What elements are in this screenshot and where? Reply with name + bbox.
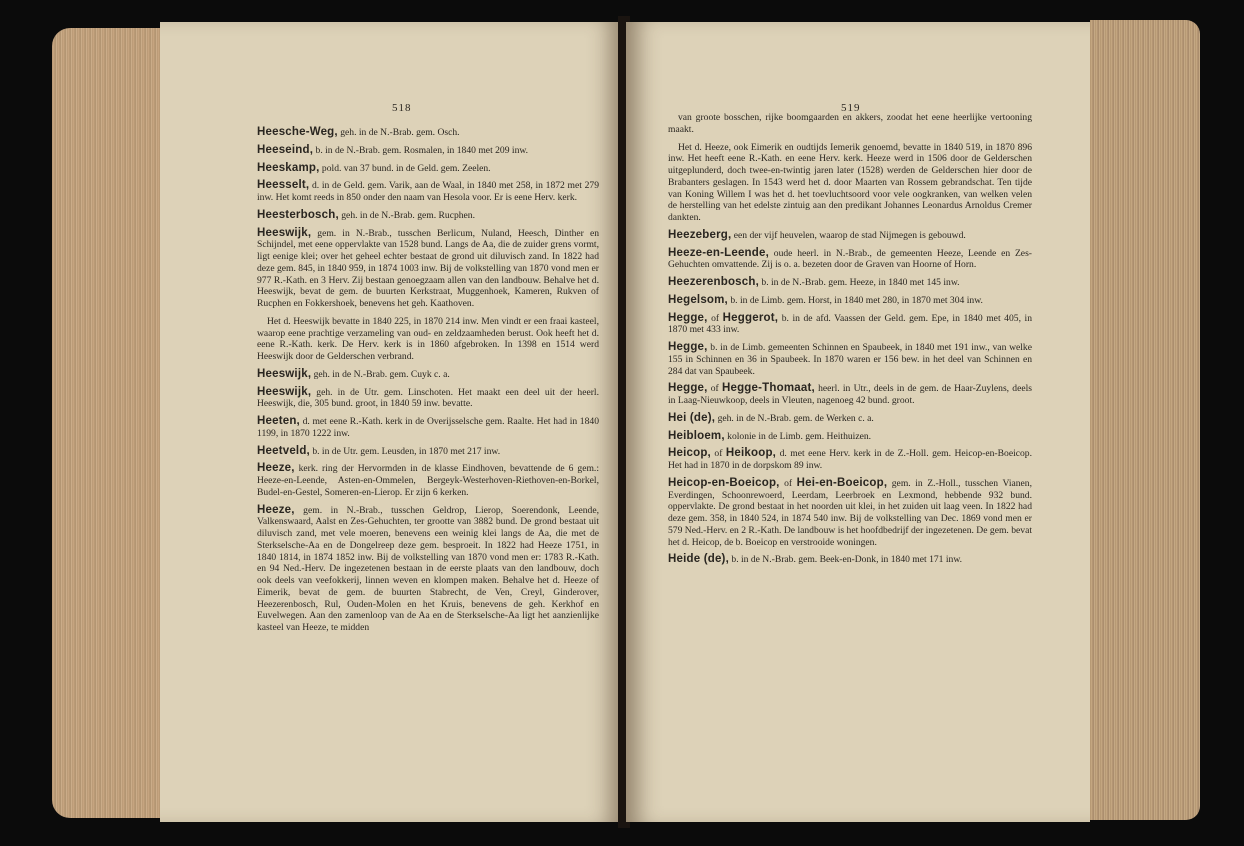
entry-headword: Hegge, <box>668 341 708 353</box>
right-page <box>626 22 1090 822</box>
entry-headword: Heeseind, <box>257 143 314 156</box>
entry-text: of <box>779 477 797 489</box>
dictionary-entry <box>668 248 1032 272</box>
page-edges-left <box>52 28 160 818</box>
entry-text: een der vijf heuvelen, waarop de stad Nijmegen is gebouwd. <box>731 229 966 241</box>
entry-headword: Heeze-en-Leende, <box>668 246 769 259</box>
dictionary-entry <box>668 554 1032 566</box>
dictionary-entry <box>668 413 1032 425</box>
entry-headword: Hegge, <box>668 311 708 324</box>
dictionary-entry <box>668 342 1032 377</box>
dictionary-entry <box>668 112 1032 136</box>
entry-headword: Heeze, <box>257 462 295 475</box>
entry-headword: Heeze, <box>257 503 295 516</box>
dictionary-entry <box>257 145 599 157</box>
left-page <box>160 22 622 822</box>
entry-text: b. in de N.-Brab. gem. Rosmalen, in 1840 met 209 inw. <box>313 144 529 156</box>
dictionary-entry <box>257 210 599 222</box>
entry-text: Het d. Heeswijk bevatte in 1840 225, in 1870 214 inw. Men vindt er een fraai kasteel, waarop eene prachtige verzameling van oud- en zeldzaamheden berust. Ook heeft het d. eene R.-Kath. kerk. De Herv. kerk is in 1860 afgebroken. In 1398 en 1514 werd Heeswijk door de Gelderschen verbrand. <box>257 315 599 362</box>
entry-headword: Heezerenbosch, <box>668 276 759 288</box>
dictionary-entry <box>668 277 1032 289</box>
dictionary-entry <box>257 463 599 498</box>
dictionary-entry <box>668 431 1032 443</box>
dictionary-entry <box>257 228 599 310</box>
page-number: 519 <box>841 102 861 114</box>
entry-headword: Heetveld, <box>257 444 310 457</box>
entry-text: geh. in de N.-Brab. gem. Cuyk c. a. <box>311 368 450 380</box>
entry-headword: Heide (de), <box>668 553 729 566</box>
entry-text: pold. van 37 bund. in de Geld. gem. Zeelen. <box>319 162 491 174</box>
dictionary-entry <box>257 163 599 175</box>
entry-text: b. in de afd. Vaassen der Geld. gem. Epe, in 1840 met 405, in 1870 met 433 inw. <box>668 312 1032 336</box>
entry-text: b. in de N.-Brab. gem. Beek-en-Donk, in 1840 met 171 inw. <box>729 554 963 566</box>
entry-headword: Heggerot, <box>722 311 779 324</box>
dictionary-entry <box>668 448 1032 472</box>
entry-text: d. met eene Herv. kerk in de Z.-Holl. gem. Heicop-en-Boeicop. Het had in 1870 in de dorpskom 89 inw. <box>668 448 1033 471</box>
entry-headword: Heesterbosch, <box>257 208 339 221</box>
entry-text: b. in de Utr. gem. Leusden, in 1870 met 217 inw. <box>309 445 501 457</box>
entry-text: oude heerl. in N.-Brab., de gemeenten Heeze, Leende en Zes-Gehuchten omvattende. Zij is o. a. bezeten door de Graven van Hoorne of Horn. <box>668 247 1032 271</box>
entry-text: geh. in de N.-Brab. gem. Osch. <box>337 127 460 138</box>
dictionary-entry <box>257 505 599 634</box>
entry-text: of <box>707 383 722 395</box>
entry-headword: Heeswijk, <box>257 226 312 239</box>
left-page-text <box>257 127 599 640</box>
entry-headword: Heeskamp, <box>257 161 320 174</box>
entry-text: b. in de N.-Brab. gem. Heeze, in 1840 met 145 inw. <box>759 277 960 288</box>
dictionary-entry <box>668 383 1032 407</box>
dictionary-entry <box>257 316 599 363</box>
dictionary-entry <box>668 478 1032 549</box>
dictionary-entry <box>257 416 599 440</box>
entry-text: kerk. ring der Hervormden in de klasse Eindhoven, bevattende de 6 gem.: Heeze-en-Leende, Asten-en-Ommelen, Bergeyk-Westerhoven-Riethoven-en-Borkel, Budel-en-Gestel, Someren-en-Lierop. Er zijn 6 kerken. <box>257 463 599 498</box>
dictionary-entry <box>257 387 599 411</box>
dictionary-entry <box>668 142 1032 224</box>
entry-headword: Hegge-Thomaat, <box>721 382 815 395</box>
entry-text: of <box>707 312 723 324</box>
dictionary-entry <box>257 369 599 381</box>
entry-text: kolonie in de Limb. gem. Heithuizen. <box>724 430 872 442</box>
entry-headword: Heesche-Weg, <box>257 126 338 138</box>
page-number: 518 <box>392 102 412 114</box>
entry-headword: Hei (de), <box>668 411 716 424</box>
entry-text: d. in de Geld. gem. Varik, aan de Waal, in 1840 met 258, in 1872 met 279 inw. Het komt reeds in 850 onder den naam van Hesola voor. Er is eene Herv. kerk. <box>257 180 599 203</box>
entry-text: gem. in Z.-Holl., tusschen Vianen, Everdingen, Schoonrewoerd, Leerdam, Leerbroek en Lexmond, hebbende 932 bund. oppervlakte. De grond bestaat in het noorden uit klei, in het zuiden uit laag veen. In 1822 had deze gem. 358, in 1840 524, in 1874 540 inw. Bij de volkstelling van Dec. 1869 vond men er 579 Ned.-Herv. en 2 R.-Kath. De landbouw is het hoofdbedrijf der ingezetenen. De gem. bevat het d. Heicop, de b. Boeicop en verstrooide woningen. <box>668 477 1032 548</box>
entry-headword: Heesselt, <box>257 179 310 192</box>
entry-text: geh. in de N.-Brab. gem. Rucphen. <box>338 209 476 221</box>
entry-headword: Heicop-en-Boeicop, <box>668 476 780 489</box>
dictionary-entry <box>257 127 599 139</box>
dictionary-entry <box>668 230 1032 242</box>
entry-text: geh. in de N.-Brab. gem. de Werken c. a. <box>715 412 874 424</box>
dictionary-entry <box>257 446 599 458</box>
entry-text: d. met eene R.-Kath. kerk in de Overijsselsche gem. Raalte. Het had in 1840 1199, in 1870 1222 inw. <box>257 416 599 439</box>
page-edges-right <box>1090 20 1200 820</box>
entry-headword: Heeswijk, <box>257 385 312 398</box>
entry-text: geh. in de Utr. gem. Linschoten. Het maakt een deel uit der heerl. Heeswijk, die, 305 bund. groot, in 1840 59 inw. bevatte. <box>257 386 599 410</box>
dictionary-entry <box>668 295 1032 307</box>
entry-headword: Heezeberg, <box>668 228 732 241</box>
entry-headword: Heeten, <box>257 415 300 427</box>
entry-headword: Heicop, <box>668 447 711 460</box>
dictionary-entry <box>668 313 1032 337</box>
entry-headword: Hegelsom, <box>668 293 728 306</box>
entry-headword: Heibloem, <box>668 429 725 442</box>
entry-text: b. in de Limb. gemeenten Schinnen en Spaubeek, in 1840 met 191 inw., van welke 155 in Schinnen en 36 in Spaubeek. In 1870 waren er 156 bew. in het deel van Schinnen en 284 dat van Spaubeek. <box>668 342 1032 377</box>
entry-headword: Heeswijk, <box>257 367 312 380</box>
dictionary-entry <box>257 180 599 204</box>
entry-text: gem. in N.-Brab., tusschen Berlicum, Nuland, Heesch, Dinther en Schijndel, met eene oppervlakte van 1528 bund. Langs de Aa, die de zuider grens vormt, ligt eenige klei; over het geheel echter bestaat de grond uit diluvisch zand. In 1822 had deze gem. 845, in 1840 959, in 1874 1003 inw. Bij de volkstelling van 1870 vond men er 977 R.-Kath. en 3 Herv. Zij bestaan genoegzaam allen van den landbouw. Behalve het d. Heeswijk, bevat de gem. de buurten Kerkstraat, Muggenhoek, Kameren, Rukven of Rucphen en Fokkershoek, benevens het geh. Kaathoven. <box>257 227 599 309</box>
entry-text: van groote bosschen, rijke boomgaarden en akkers, zoodat het eene heerlijke vertooning maakt. <box>668 112 1032 135</box>
entry-headword: Hegge, <box>668 382 708 395</box>
entry-text: of <box>710 448 726 460</box>
right-page-text <box>668 112 1032 572</box>
entry-text: gem. in N.-Brab., tusschen Geldrop, Lierop, Soerendonk, Leende, Valkenswaard, Aalst en Zes-Gehuchten, ter grootte van 3882 bund. De grond bestaat uit diluvisch zand, met vele moeren, benevens een weinig klei langs de Aa, die met de Sterkselsche-Aa en de Dongelreep deze gem. besproeit. In 1822 had Heeze 1751, in 1840 1814, in 1874 1852 inw. Bij de volkstelling van 1870 vond men er: 1783 R.-Kath. en 94 Ned.-Herv. De ingezetenen bestaan in de eerste plaats van den landbouw, doch ook deels van veefokkerij, linnen weven en klompen maken. Behalve het d. Heeze of Eimerik, bevat de gem. de buurten Stabrecht, de Ven, Creyl, Ginderover, Heezerenbosch, Rul, Ouden-Molen en het Kruis, benevens de geh. Kerkhof en Euvelwegen. Aan den zamenloop van de Aa en de Sterkselsche-Aa ligt het aanzienlijke kasteel van Heeze, te midden <box>257 504 599 633</box>
entry-text: heerl. in Utr., deels in de gem. de Haar-Zuylens, deels in Laag-Nieuwkoop, deels in Vleuten, nagenoeg 42 bund. groot. <box>668 383 1033 406</box>
entry-headword: Hei-en-Boeicop, <box>796 476 888 489</box>
entry-text: Het d. Heeze, ook Eimerik en oudtijds Iemerik genoemd, bevatte in 1840 519, in 1870 896 inw. Het heeft eene R.-Kath. en eene Herv. kerk. Heeze werd in 1506 door de Gelderschen uitgeplunderd, doch twee-en-twintig jaren later (1528) werden de Gelderschen hier door de Brabanters geslagen. In 1543 werd het d. door Maarten van Rossem gebrandschat. Ten tijde van Koning Willem I was het d. het toevluchtsoord voor vele oogkranken, van welken velen de herstelling van het edelste zintuig aan den predikant Johannes Leonardus Arnoldus Cremer dankten. <box>668 141 1032 223</box>
entry-text: b. in de Limb. gem. Horst, in 1840 met 280, in 1870 met 304 inw. <box>727 294 983 306</box>
entry-headword: Heikoop, <box>725 447 777 460</box>
